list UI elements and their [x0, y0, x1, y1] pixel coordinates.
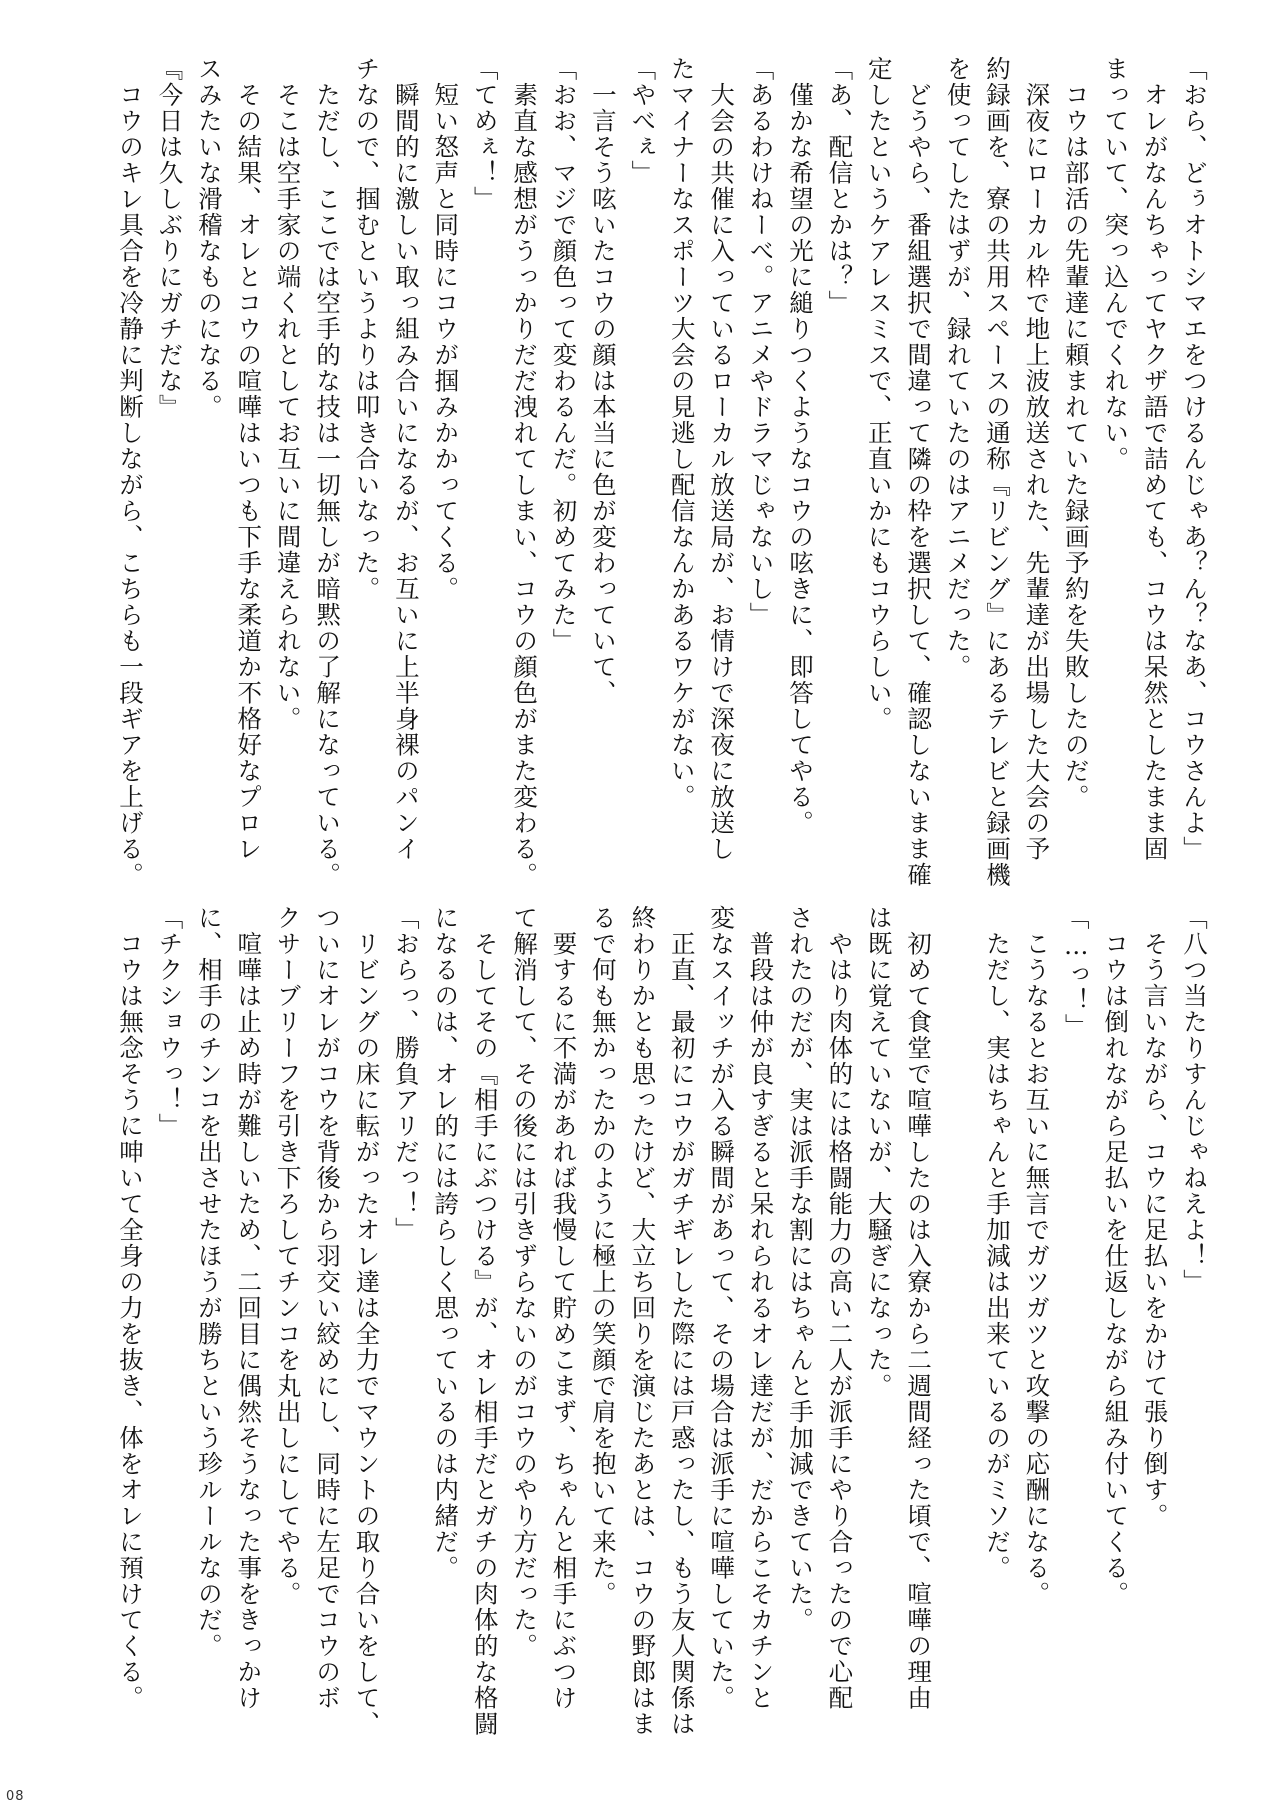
- text-line: コウのキレ具合を冷静に判断しながら、こちらも一段ギアを上げる。: [116, 56, 146, 888]
- text-line: やはり肉体的には格闘能力の高い二人が派手にやり合ったので心配: [825, 905, 855, 1711]
- text-line: その結果、オレとコウの喧嘩はいつも下手な柔道か不格好なプロレ: [234, 56, 264, 862]
- text-line: 短い怒声と同時にコウが掴みかかってくる。: [431, 56, 461, 602]
- text-column-lower: [111, 905, 1214, 1737]
- text-line: 「チクショウっ！」: [155, 905, 185, 1139]
- text-line: 一言そう呟いたコウの顔は本当に色が変わっていて、: [588, 56, 618, 706]
- text-line: ついにオレがコウを背後から羽交い絞めにし、同時に左足でコウのボ: [313, 905, 343, 1711]
- text-line: 「…っ！」: [1061, 905, 1091, 1040]
- text-line: るで何も無かったかのように極上の笑顔で肩を抱いて来た。: [588, 905, 618, 1607]
- text-line: 初めて食堂で喧嘩したのは入寮から二週間経った頃で、喧嘩の理由: [904, 905, 934, 1711]
- text-line: 大会の共催に入っているローカル放送局が、お情けで深夜に放送し: [707, 56, 737, 862]
- text-line: そこは空手家の端くれとしてお互いに間違えられない。: [273, 56, 303, 732]
- text-line: コウは無念そうに呻いて全身の力を抜き、体をオレに預けてくる。: [116, 905, 146, 1711]
- text-line: 正直、最初にコウがガチギレした際には戸惑ったし、もう友人関係は: [667, 905, 697, 1737]
- text-line: ただし、実はちゃんと手加減は出来ているのがミソだ。: [982, 905, 1012, 1581]
- text-line: は既に覚えていないが、大騒ぎになった。: [864, 905, 894, 1399]
- text-line: 瞬間的に激しい取っ組み合いになるが、お互いに上半身裸のパンイ: [391, 56, 421, 862]
- text-line: 「おらっ、勝負アリだっ！」: [391, 905, 421, 1243]
- text-line: [938, 905, 977, 1695]
- text-line: オレがなんちゃってヤクザ語で詰めても、コウは呆然としたまま固: [1140, 56, 1170, 862]
- text-line: されたのだが、実は派手な割にはちゃんと手加減できていた。: [785, 905, 815, 1633]
- text-line: 普段は仲が良すぎると呆れられるオレ達だが、だからこそカチンと: [746, 905, 776, 1711]
- text-line: リビングの床に転がったオレ達は全力でマウントの取り合いをして、: [352, 905, 382, 1737]
- text-line: ただし、ここでは空手的な技は一切無しが暗黙の了解になっている。: [313, 56, 343, 888]
- text-line: まっていて、突っ込んでくれない。: [1101, 56, 1131, 472]
- text-line: クサーブリーフを引き下ろしてチンコを丸出しにしてやる。: [273, 905, 303, 1607]
- text-line: を使ってしたはずが、録れていたのはアニメだった。: [943, 56, 973, 680]
- text-line: に、相手のチンコを出させたほうが勝ちという珍ルールなのだ。: [194, 905, 224, 1659]
- text-line: こうなるとお互いに無言でガツガツと攻撃の応酬になる。: [1022, 905, 1052, 1607]
- text-line: コウは倒れながら足払いを仕返しながら組み付いてくる。: [1101, 905, 1131, 1607]
- text-line: 約録画を、寮の共用スペースの通称『リビング』にあるテレビと録画機: [982, 56, 1012, 888]
- text-line: 「てめぇ！」: [470, 56, 500, 212]
- text-line: チなので、掴むというよりは叩き合いなった。: [352, 56, 382, 602]
- text-line: 僅かな希望の光に縋りつくようなコウの呟きに、即答してやる。: [785, 56, 815, 836]
- text-line: 「あるわけねーべ。アニメやドラマじゃないし」: [746, 56, 776, 628]
- text-line: 終わりかとも思ったけど、大立ち回りを演じたあとは、コウの野郎はま: [628, 905, 658, 1737]
- text-column-upper: [111, 56, 1214, 888]
- text-line: 要するに不満があれば我慢して貯めこまず、ちゃんと相手にぶつけ: [549, 905, 579, 1711]
- text-line: 「八つ当たりすんじゃねえよ！」: [1180, 905, 1209, 1295]
- text-line: 深夜にローカル枠で地上波放送された、先輩達が出場した大会の予: [1022, 56, 1052, 862]
- text-line: て解消して、その後には引きずらないのがコウのやり方だった。: [510, 905, 540, 1659]
- text-line: 定したというケアレスミスで、正直いかにもコウらしい。: [864, 56, 894, 732]
- text-line: そしてその『相手にぶつける』が、オレ相手だとガチの肉体的な格闘: [470, 905, 500, 1737]
- text-line: 『今日は久しぶりにガチだな』: [155, 56, 185, 420]
- text-line: スみたいな滑稽なものになる。: [194, 56, 224, 420]
- text-line: どうやら、番組選択で間違って隣の枠を選択して、確認しないまま確: [904, 56, 934, 888]
- text-line: コウは部活の先輩達に頼まれていた録画予約を失敗したのだ。: [1061, 56, 1091, 810]
- text-line: 「あ、配信とかは？」: [825, 56, 855, 316]
- text-line: 「おら、どぅオトシマエをつけるんじゃあ？ん？なあ、コウさんよ」: [1180, 56, 1209, 862]
- text-line: 変なスイッチが入る瞬間があって、その場合は派手に喧嘩していた。: [707, 905, 737, 1711]
- text-line: 喧嘩は止め時が難しいため、二回目に偶然そうなった事をきっかけ: [234, 905, 264, 1711]
- text-line: 素直な感想がうっかりだだ洩れてしまい、コウの顔色がまた変わる。: [510, 56, 540, 888]
- text-line: そう言いながら、コウに足払いをかけて張り倒す。: [1140, 905, 1170, 1529]
- text-line: たマイナーなスポーツ大会の見逃し配信なんかあるワケがない。: [667, 56, 697, 810]
- text-line: 「やべぇ」: [628, 56, 658, 186]
- text-line: になるのは、オレ的には誇らしく思っているのは内緒だ。: [431, 905, 461, 1581]
- text-line: 「おお、マジで顔色って変わるんだ。初めてみた」: [549, 56, 579, 654]
- page-number: 08: [6, 1789, 25, 1804]
